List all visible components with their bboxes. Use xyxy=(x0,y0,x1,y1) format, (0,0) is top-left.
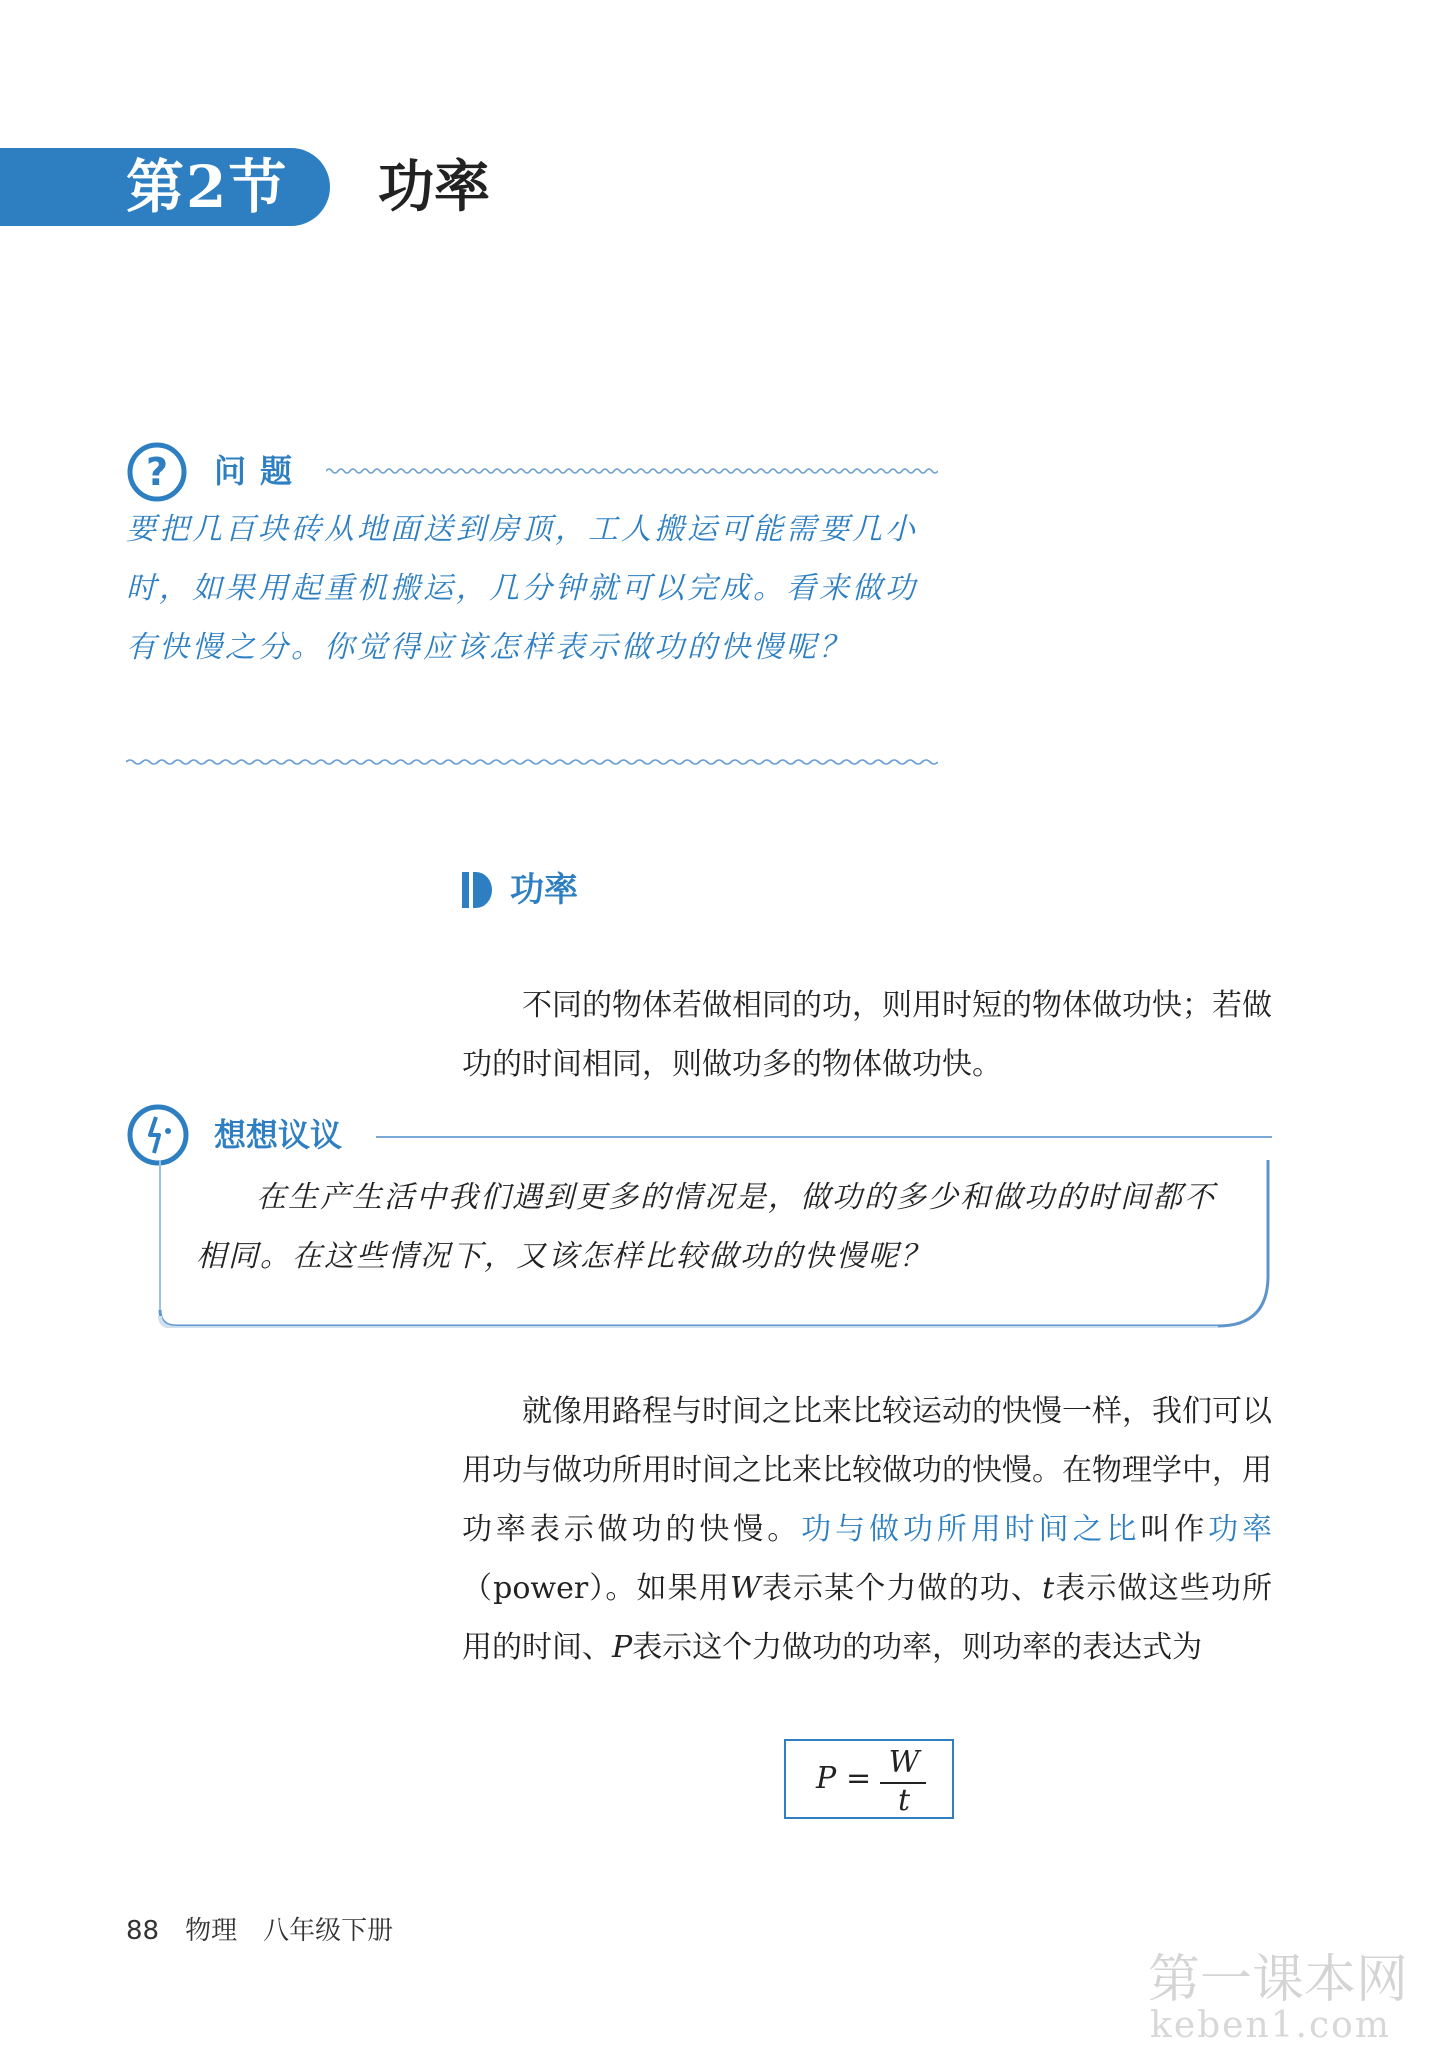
lightning-bulb-icon xyxy=(126,1103,190,1167)
power-formula xyxy=(784,1739,954,1819)
paragraph-1-text: 不同的物体若做相同的功，则用时短的物体做功快；若做功的时间相同，则做功多的物体做功快。 xyxy=(462,988,1272,1082)
question-mark-icon xyxy=(126,441,188,503)
footer-grade: 八年级下册 xyxy=(263,1916,394,1946)
section-title: 功率 xyxy=(378,154,490,220)
p2-e: 表示做这些功所用的时间、 xyxy=(462,1571,1273,1665)
watermark-text: 第一课本网 xyxy=(1148,1950,1409,2010)
p2-var-t: t xyxy=(1042,1571,1055,1606)
think-body xyxy=(196,1168,1236,1286)
wave-divider-bottom xyxy=(126,757,938,767)
p2-f: 表示这个力做功的功率，则功率的表达式为 xyxy=(632,1630,1203,1665)
paragraph-1 xyxy=(462,976,1272,1094)
section-number: 第2节 xyxy=(126,153,289,221)
page-footer xyxy=(126,1910,419,1947)
svg-text:?: ? xyxy=(145,450,169,494)
p2-highlight-definition: 功与做功所用时间之比 xyxy=(801,1512,1141,1547)
formula-equals: = xyxy=(846,1761,872,1796)
think-divider xyxy=(376,1136,1272,1138)
question-heading: 问题 xyxy=(214,452,307,490)
p2-c: （power）。如果用 xyxy=(462,1571,730,1606)
p2-var-p: P xyxy=(612,1630,633,1665)
question-body: 要把几百块砖从地面送到房顶，工人搬运可能需要几小时，如果用起重机搬运，几分钟就可以完成。看来做功有快慢之分。你觉得应该怎样表示做功的快慢呢？ xyxy=(126,512,918,665)
p2-a: 就像用路程与时间之比来比较运动的快慢一样，我们可以用功与做功所用时间之比来比较做功的快慢。在物理学中，用功率表示做功的快慢。 xyxy=(462,1394,1272,1547)
p2-var-w: W xyxy=(729,1571,761,1606)
p2-highlight-term: 功率 xyxy=(1208,1512,1273,1547)
p2-b: 叫作 xyxy=(1140,1512,1209,1547)
footer-subject: 物理 xyxy=(185,1916,238,1946)
paragraph-2 xyxy=(462,1382,1272,1677)
formula-lhs: P xyxy=(816,1761,837,1796)
page-number: 88 xyxy=(126,1916,160,1946)
think-heading: 想想议议 xyxy=(214,1116,343,1154)
wave-divider-top xyxy=(326,466,938,476)
watermark-url: keben1.com xyxy=(1150,2005,1391,2046)
p2-d: 表示某个力做的功、 xyxy=(760,1571,1043,1606)
formula-denominator: t xyxy=(897,1783,911,1818)
subheading-marker-icon xyxy=(462,872,492,908)
formula-numerator: W xyxy=(888,1745,920,1780)
think-body-text: 在生产生活中我们遇到更多的情况是，做功的多少和做功的时间都不相同。在这些情况下，又该怎样比较做功的快慢呢？ xyxy=(196,1180,1216,1274)
subheading-text: 功率 xyxy=(510,870,578,910)
